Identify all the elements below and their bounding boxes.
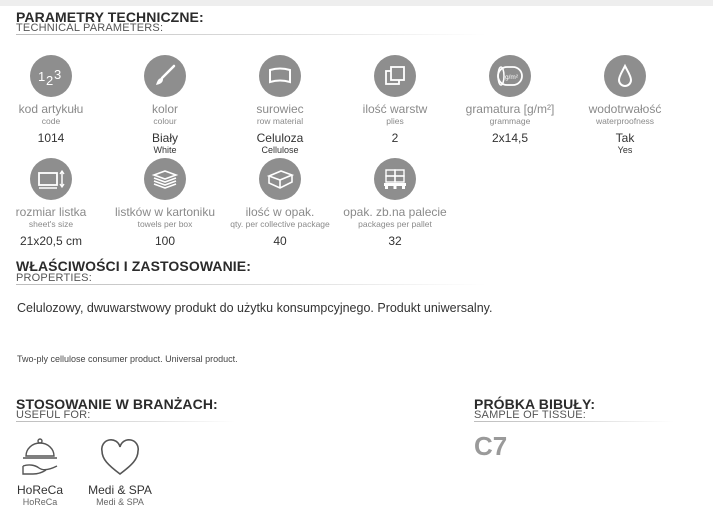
grammage-icon-text: g/m² — [505, 74, 518, 81]
top-bar — [0, 0, 713, 6]
param-label-en: sheet's size — [28, 219, 74, 229]
param-value: 2 — [391, 131, 399, 145]
param-value: 2x14,5 — [491, 131, 529, 145]
sample-subtitle: SAMPLE OF TISSUE: — [474, 409, 587, 421]
param-label-en: grammage — [489, 116, 531, 126]
param-packages-per-pallet — [340, 158, 450, 248]
param-label: wodotrwałość — [588, 102, 662, 116]
param-qty-per-package — [225, 158, 335, 248]
paint-brush-icon — [144, 55, 186, 97]
properties-text-en: Two-ply cellulose consumer product. Universal product. — [17, 354, 238, 364]
param-label-en: code — [41, 116, 61, 126]
param-sheet-size — [0, 158, 106, 248]
param-code — [0, 55, 106, 145]
usage-label: HoReCa — [16, 483, 64, 497]
plies-layers-icon — [374, 55, 416, 97]
collective-package-icon — [259, 158, 301, 200]
param-label: kolor — [151, 102, 178, 116]
param-colour — [110, 55, 220, 155]
param-label: ilość w opak. — [245, 205, 315, 219]
param-value: 32 — [388, 234, 402, 248]
usage-item-horeca — [0, 436, 80, 508]
param-value-en: White — [153, 145, 177, 155]
param-towels-per-box — [110, 158, 220, 248]
sample-title: PRÓBKA BIBUŁY: — [474, 396, 596, 412]
usage-subtitle: USEFUL FOR: — [16, 409, 91, 421]
param-label: gramatura [g/m²] — [465, 102, 555, 116]
param-value-en: Yes — [617, 145, 633, 155]
param-label-en: waterproofness — [595, 116, 655, 126]
param-label-en: colour — [153, 116, 177, 126]
param-label: rozmiar listka — [15, 205, 87, 219]
param-value: 100 — [154, 234, 176, 248]
param-label-en: towels per box — [137, 219, 193, 229]
svg-text:1: 1 — [38, 69, 46, 84]
numbers-123-icon — [30, 55, 72, 97]
heart-icon — [98, 436, 142, 480]
usage-title: STOSOWANIE W BRANŻACH: — [16, 396, 218, 412]
usage-label-en: HoReCa — [22, 497, 58, 507]
svg-text:3: 3 — [54, 67, 62, 82]
technical-subtitle: TECHNICAL PARAMETERS: — [16, 22, 164, 34]
usage-label-en: Medi & SPA — [96, 497, 144, 507]
param-value: Biały — [151, 131, 178, 145]
pallet-packages-icon — [374, 158, 416, 200]
param-label-en: packages per pallet — [358, 219, 432, 229]
param-plies — [340, 55, 450, 145]
param-raw-material — [225, 55, 335, 155]
properties-rule — [16, 284, 486, 285]
param-value: 40 — [273, 234, 287, 248]
technical-rule — [16, 34, 486, 35]
properties-text-pl: Celulozowy, dwuwarstwowy produkt do użytku konsumpcyjnego. Produkt uniwersalny. — [17, 301, 493, 315]
usage-label: Medi & SPA — [88, 483, 152, 497]
param-value: Celuloza — [256, 131, 304, 145]
param-value-en: Cellulose — [261, 145, 299, 155]
roll-grammage-icon — [489, 55, 531, 97]
usage-item-medi-spa — [80, 436, 160, 508]
sheet-size-icon — [30, 158, 72, 200]
param-value: Tak — [615, 131, 635, 145]
towel-stack-icon — [144, 158, 186, 200]
raw-material-sheet-icon — [259, 55, 301, 97]
param-label: opak. zb.na palecie — [343, 205, 447, 219]
cloche-tray-icon — [19, 436, 61, 480]
param-value: 21x20,5 cm — [19, 234, 83, 248]
param-waterproofness — [570, 55, 680, 155]
param-label: kod artykułu — [18, 102, 84, 116]
water-drop-icon — [604, 55, 646, 97]
param-value: 1014 — [37, 131, 65, 145]
param-label-en: row material — [256, 116, 304, 126]
usage-rule — [16, 421, 236, 422]
properties-subtitle: PROPERTIES: — [16, 272, 92, 284]
param-label-en: plies — [386, 116, 404, 126]
sample-code: C7 — [474, 431, 508, 461]
param-label-en: qty. per collective package — [230, 219, 330, 229]
sample-rule — [474, 421, 674, 422]
param-label: ilość warstw — [362, 102, 428, 116]
technical-title: PARAMETRY TECHNICZNE: — [16, 9, 204, 25]
param-grammage — [455, 55, 565, 145]
svg-text:2: 2 — [46, 73, 54, 86]
properties-title: WŁAŚCIWOŚCI I ZASTOSOWANIE: — [16, 258, 251, 274]
param-label: listków w kartoniku — [114, 205, 216, 219]
param-label: surowiec — [256, 102, 304, 116]
